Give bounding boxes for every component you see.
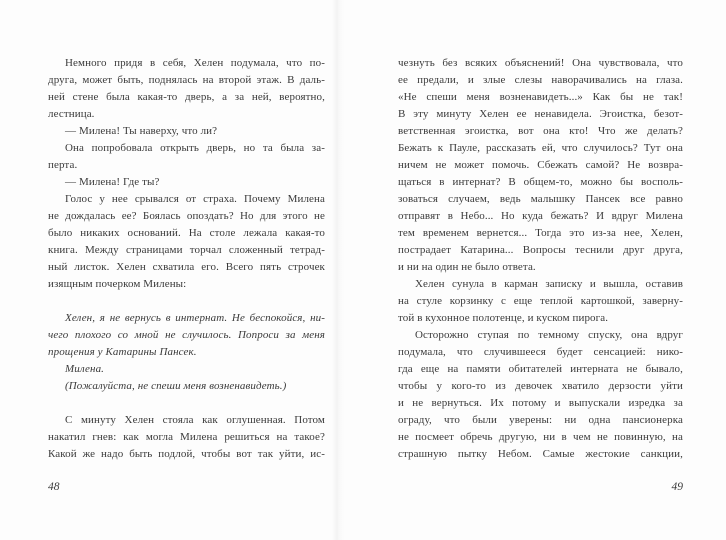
- text-line: ничем не может помочь. Сбежать самой? Не возвра-: [398, 159, 683, 171]
- text-line: чтобы у кого-то из девочек хватило дерзости уйти: [398, 380, 683, 392]
- text-line: зоваться случаем, ведь малышку Пансек все равно: [398, 193, 683, 205]
- text-line: и не вернуться. Их потому и выпускали изредка за: [398, 397, 683, 409]
- text-line: пострадает Катарина... Вопросы теснили друг друга,: [398, 244, 683, 256]
- text-line: чезнуть без всяких объяснений! Она чувствовала, что: [398, 57, 683, 69]
- text-line: Милена.: [65, 363, 105, 375]
- text-line: Она попробовала открыть дверь, но та была за-: [65, 142, 325, 154]
- text-line: щаться в интернат? В общем-то, можно бы восполь-: [398, 176, 683, 188]
- text-line: книга. Между страницами торчал сложенный тетрад-: [48, 244, 325, 256]
- text-line: чего плохого со мной не случилось. Попроси за меня: [48, 329, 325, 341]
- text-line: было никаких оснований. На столе лежала какая-то: [48, 227, 325, 239]
- text-line: накатил гнев: как могла Милена решиться на такое?: [48, 431, 325, 443]
- text-line: Какой же надо быть подлой, чтобы вот так уйти, ис-: [48, 448, 325, 460]
- text-line: перта.: [48, 159, 78, 171]
- text-line: тем временем вернется... Тогда это из-за нее, Хелен,: [398, 227, 683, 239]
- text-line: Бежать к Пауле, рассказать ей, что случилось? Тут она: [398, 142, 683, 154]
- text-line: С минуту Хелен стояла как оглушенная. Потом: [65, 414, 325, 426]
- text-line: изящным почерком Милены:: [48, 278, 187, 290]
- text-line: ветственная эгоистка, вот она кто! Что же делать?: [398, 125, 683, 137]
- text-line: на стуле корзинку с еще теплой картошкой, заверну-: [398, 295, 683, 307]
- text-line: ограду, что были уверены: ни одна пансионерка: [398, 414, 683, 426]
- text-line: Хелен сунула в карман записку и вышла, оставив: [415, 278, 683, 290]
- page-left-text: [48, 55, 325, 463]
- text-line: той в кухонное полотенце, и куском пирога.: [398, 312, 609, 324]
- text-line: Хелен, я не вернусь в интернат. Не беспокойся, ни-: [65, 312, 325, 324]
- text-line: гда еще на памяти обитателей интерната не бывало,: [398, 363, 683, 375]
- text-line: ее предали, и злые слезы наворачивались на глаза.: [398, 74, 683, 86]
- text-line: и ни на один не было ответа.: [398, 261, 536, 273]
- blank-line: [48, 293, 325, 310]
- text-line: не дождалась ее? Боялась опоздать? Но для этого не: [48, 210, 325, 222]
- text-line: отправят в Небо... Но куда бежать? И вдруг Милена: [398, 210, 683, 222]
- text-line: ный листок. Хелен схватила его. Всего пять строчек: [48, 261, 325, 273]
- page-number-right: 49: [671, 481, 683, 493]
- text-line: друга, может быть, поднялась на второй этаж. В даль-: [48, 74, 325, 86]
- text-line: подумала, что случившееся будет сенсацией: нико-: [398, 346, 683, 358]
- text-line: не посмеет обречь другую, ни в чем не повинную, на: [398, 431, 683, 443]
- text-line: «Не спеши меня возненавидеть...» Как бы не так!: [398, 91, 683, 103]
- page-number-left: 48: [48, 481, 60, 493]
- text-line: — Милена! Где ты?: [65, 176, 160, 188]
- text-line: прощения у Катарины Пансек.: [48, 346, 197, 358]
- text-line: страшную пытку Небом. Самые жестокие санкции,: [398, 448, 683, 460]
- text-line: Осторожно ступая по темному спуску, она вдруг: [415, 329, 683, 341]
- blank-line: [48, 395, 325, 412]
- text-line: Немного придя в себя, Хелен подумала, что по-: [65, 57, 325, 69]
- book-gutter-shadow: [332, 0, 344, 540]
- text-line: ней стене была какая-то дверь, а за ней, вероятно,: [48, 91, 325, 103]
- text-line: В эту минуту Хелен ее ненавидела. Эгоистка, безот-: [398, 108, 683, 120]
- text-line: (Пожалуйста, не спеши меня возненавидеть.): [65, 380, 287, 392]
- page-right-text: [398, 55, 683, 463]
- text-line: лестница.: [48, 108, 95, 120]
- text-line: Голос у нее срывался от страха. Почему Милена: [65, 193, 325, 205]
- text-line: — Милена! Ты наверху, что ли?: [65, 125, 218, 137]
